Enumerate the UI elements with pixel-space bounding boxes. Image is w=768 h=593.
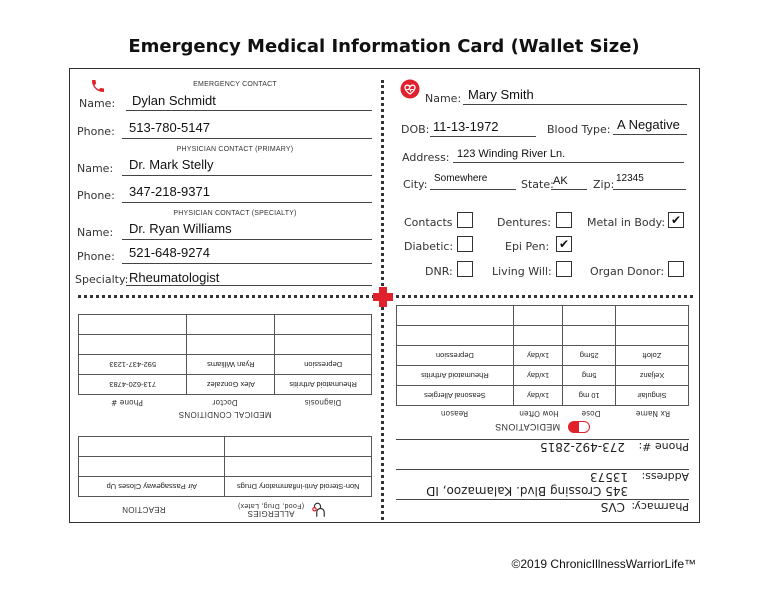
specialty-phone-line [122, 263, 372, 264]
contacts-checkbox[interactable] [457, 212, 473, 228]
pill-icon [568, 421, 590, 433]
pharmacy-label: Pharmacy: [631, 500, 689, 513]
zip-line [613, 189, 686, 190]
epipen-label: Epi Pen: [505, 240, 550, 253]
primary-phone-line [122, 202, 372, 203]
emergency-name-value: Dylan Schmidt [132, 93, 216, 108]
dob-line [430, 136, 536, 137]
zip-value: 12345 [616, 173, 644, 184]
table-row [397, 326, 689, 346]
organ-donor-label: Organ Donor: [590, 265, 665, 278]
primary-name-line [122, 175, 372, 176]
specialty-phone-value: 521-648-9274 [129, 245, 210, 260]
specialty-physician-header: PHYSICIAN CONTACT (SPECIALTY) [173, 210, 297, 217]
metal-checkbox[interactable]: ✔ [668, 212, 684, 228]
primary-physician-header: PHYSICIAN CONTACT (PRIMARY) [176, 146, 294, 153]
reason-header: Reason [440, 409, 469, 418]
epipen-checkbox[interactable]: ✔ [556, 236, 572, 252]
allergy-cell: Non-Steroid Anti-Inflammatory Drugs [225, 477, 372, 497]
city-label: City: [403, 178, 428, 191]
conditions-table [78, 314, 372, 395]
city-line [430, 189, 516, 190]
zip-label: Zip: [593, 178, 615, 191]
table-row: Zoloft 25mg 1x/day Depression [397, 346, 689, 366]
copyright-footer: ©2019 ChronicIllnessWarriorLife™ [511, 557, 696, 571]
address-value: 123 Winding River Ln. [457, 148, 566, 160]
page-title: Emergency Medical Information Card (Wallet Size) [128, 36, 640, 57]
table-row [79, 437, 372, 457]
allergies-table [78, 436, 372, 497]
red-cross-icon [373, 287, 393, 307]
living-will-label: Living Will: [492, 265, 552, 278]
table-row [397, 306, 689, 326]
dnr-label: DNR: [425, 265, 453, 278]
blood-type-value: A Negative [617, 117, 680, 132]
medications-table [396, 305, 689, 406]
patient-name-label: Name: [425, 92, 462, 105]
specialty-line [126, 285, 372, 286]
conditions-title: MEDICAL CONDITIONS [178, 410, 272, 419]
pharmacy-address-value: 345 Crossing Blvd. Kalamazoo, ID 13573 [426, 470, 629, 498]
state-line [551, 189, 587, 190]
heart-icon [400, 79, 420, 99]
table-row: Depression Ryan Williams 592-437-1233 [79, 355, 372, 375]
table-row [79, 315, 372, 335]
table-row [79, 457, 372, 477]
specialty-name-line [122, 239, 372, 240]
emergency-phone-value: 513-780-5147 [129, 120, 210, 135]
emergency-contact-header: EMERGENCY CONTACT [193, 81, 277, 88]
table-row [79, 335, 372, 355]
pharmacy-phone-label: Phone #: [638, 440, 689, 453]
phone-icon [90, 78, 106, 94]
stethoscope-icon [310, 501, 328, 519]
state-label: State: [521, 178, 554, 191]
doctor-header: Doctor [212, 398, 238, 407]
dentures-label: Dentures: [497, 216, 551, 229]
patient-name-line [463, 104, 687, 105]
pharmacy-value: CVS [600, 500, 625, 514]
dose-header: Dose [581, 409, 601, 418]
rx-name-header: Rx Name [635, 409, 671, 418]
allergies-subtitle: (Food, Drug, Latex) [237, 502, 305, 509]
table-row: Rheumatoid Arthritis Alex Gonzalez 713-620-4783 [79, 375, 372, 395]
state-value: AK [553, 175, 568, 187]
table-row: Singulair 10 mg 1x/day Seasonal Allergies [397, 386, 689, 406]
dnr-checkbox[interactable] [457, 261, 473, 277]
dentures-checkbox[interactable] [556, 212, 572, 228]
phone-header: Phone # [111, 398, 143, 407]
reaction-cell: Air Passageway Closes Up [79, 477, 226, 497]
address-line [453, 162, 684, 163]
primary-phone-value: 347-218-9371 [129, 184, 210, 199]
medications-header-row [396, 409, 689, 418]
specialty-label: Specialty: [75, 273, 129, 286]
emergency-name-label: Name: [79, 97, 116, 110]
blood-type-label: Blood Type: [547, 123, 611, 136]
contacts-label: Contacts [404, 216, 453, 229]
living-will-checkbox[interactable] [556, 261, 572, 277]
organ-donor-checkbox[interactable] [668, 261, 684, 277]
metal-label: Metal in Body: [587, 216, 666, 229]
conditions-header-row [78, 398, 372, 407]
table-row [79, 477, 372, 497]
blood-type-line [613, 134, 687, 135]
primary-name-label: Name: [77, 162, 114, 175]
primary-name-value: Dr. Mark Stelly [129, 157, 214, 172]
bottom-left-panel [78, 318, 372, 523]
diabetic-checkbox[interactable] [457, 236, 473, 252]
pharmacy-address-label: Address: [641, 470, 689, 483]
allergies-title: ALLERGIES [247, 509, 295, 518]
diagnosis-header: Diagnosis [304, 398, 342, 407]
specialty-name-value: Dr. Ryan Williams [129, 221, 232, 236]
specialty-value: Rheumatologist [129, 270, 220, 285]
bottom-right-panel [396, 312, 689, 523]
emergency-phone-label: Phone: [77, 125, 115, 138]
pharmacy-phone-value: 273-492-2815 [539, 440, 625, 454]
diabetic-label: Diabetic: [404, 240, 454, 253]
specialty-name-label: Name: [77, 226, 114, 239]
emergency-phone-line [122, 138, 372, 139]
table-row: Xeljanz 5mg 1x/day Rheumatoid Arthritis [397, 366, 689, 386]
primary-phone-label: Phone: [77, 189, 115, 202]
dob-value: 11-13-1972 [433, 119, 499, 134]
emergency-name-line [126, 110, 372, 111]
dob-label: DOB: [401, 123, 430, 136]
how-often-header: How Often [519, 409, 559, 418]
specialty-phone-label: Phone: [77, 250, 115, 263]
city-value: Somewhere [434, 173, 488, 184]
medications-title: MEDICATIONS [494, 422, 561, 432]
reaction-header: REACTION [121, 505, 166, 515]
address-label: Address: [402, 151, 450, 164]
patient-name-value: Mary Smith [468, 87, 534, 102]
